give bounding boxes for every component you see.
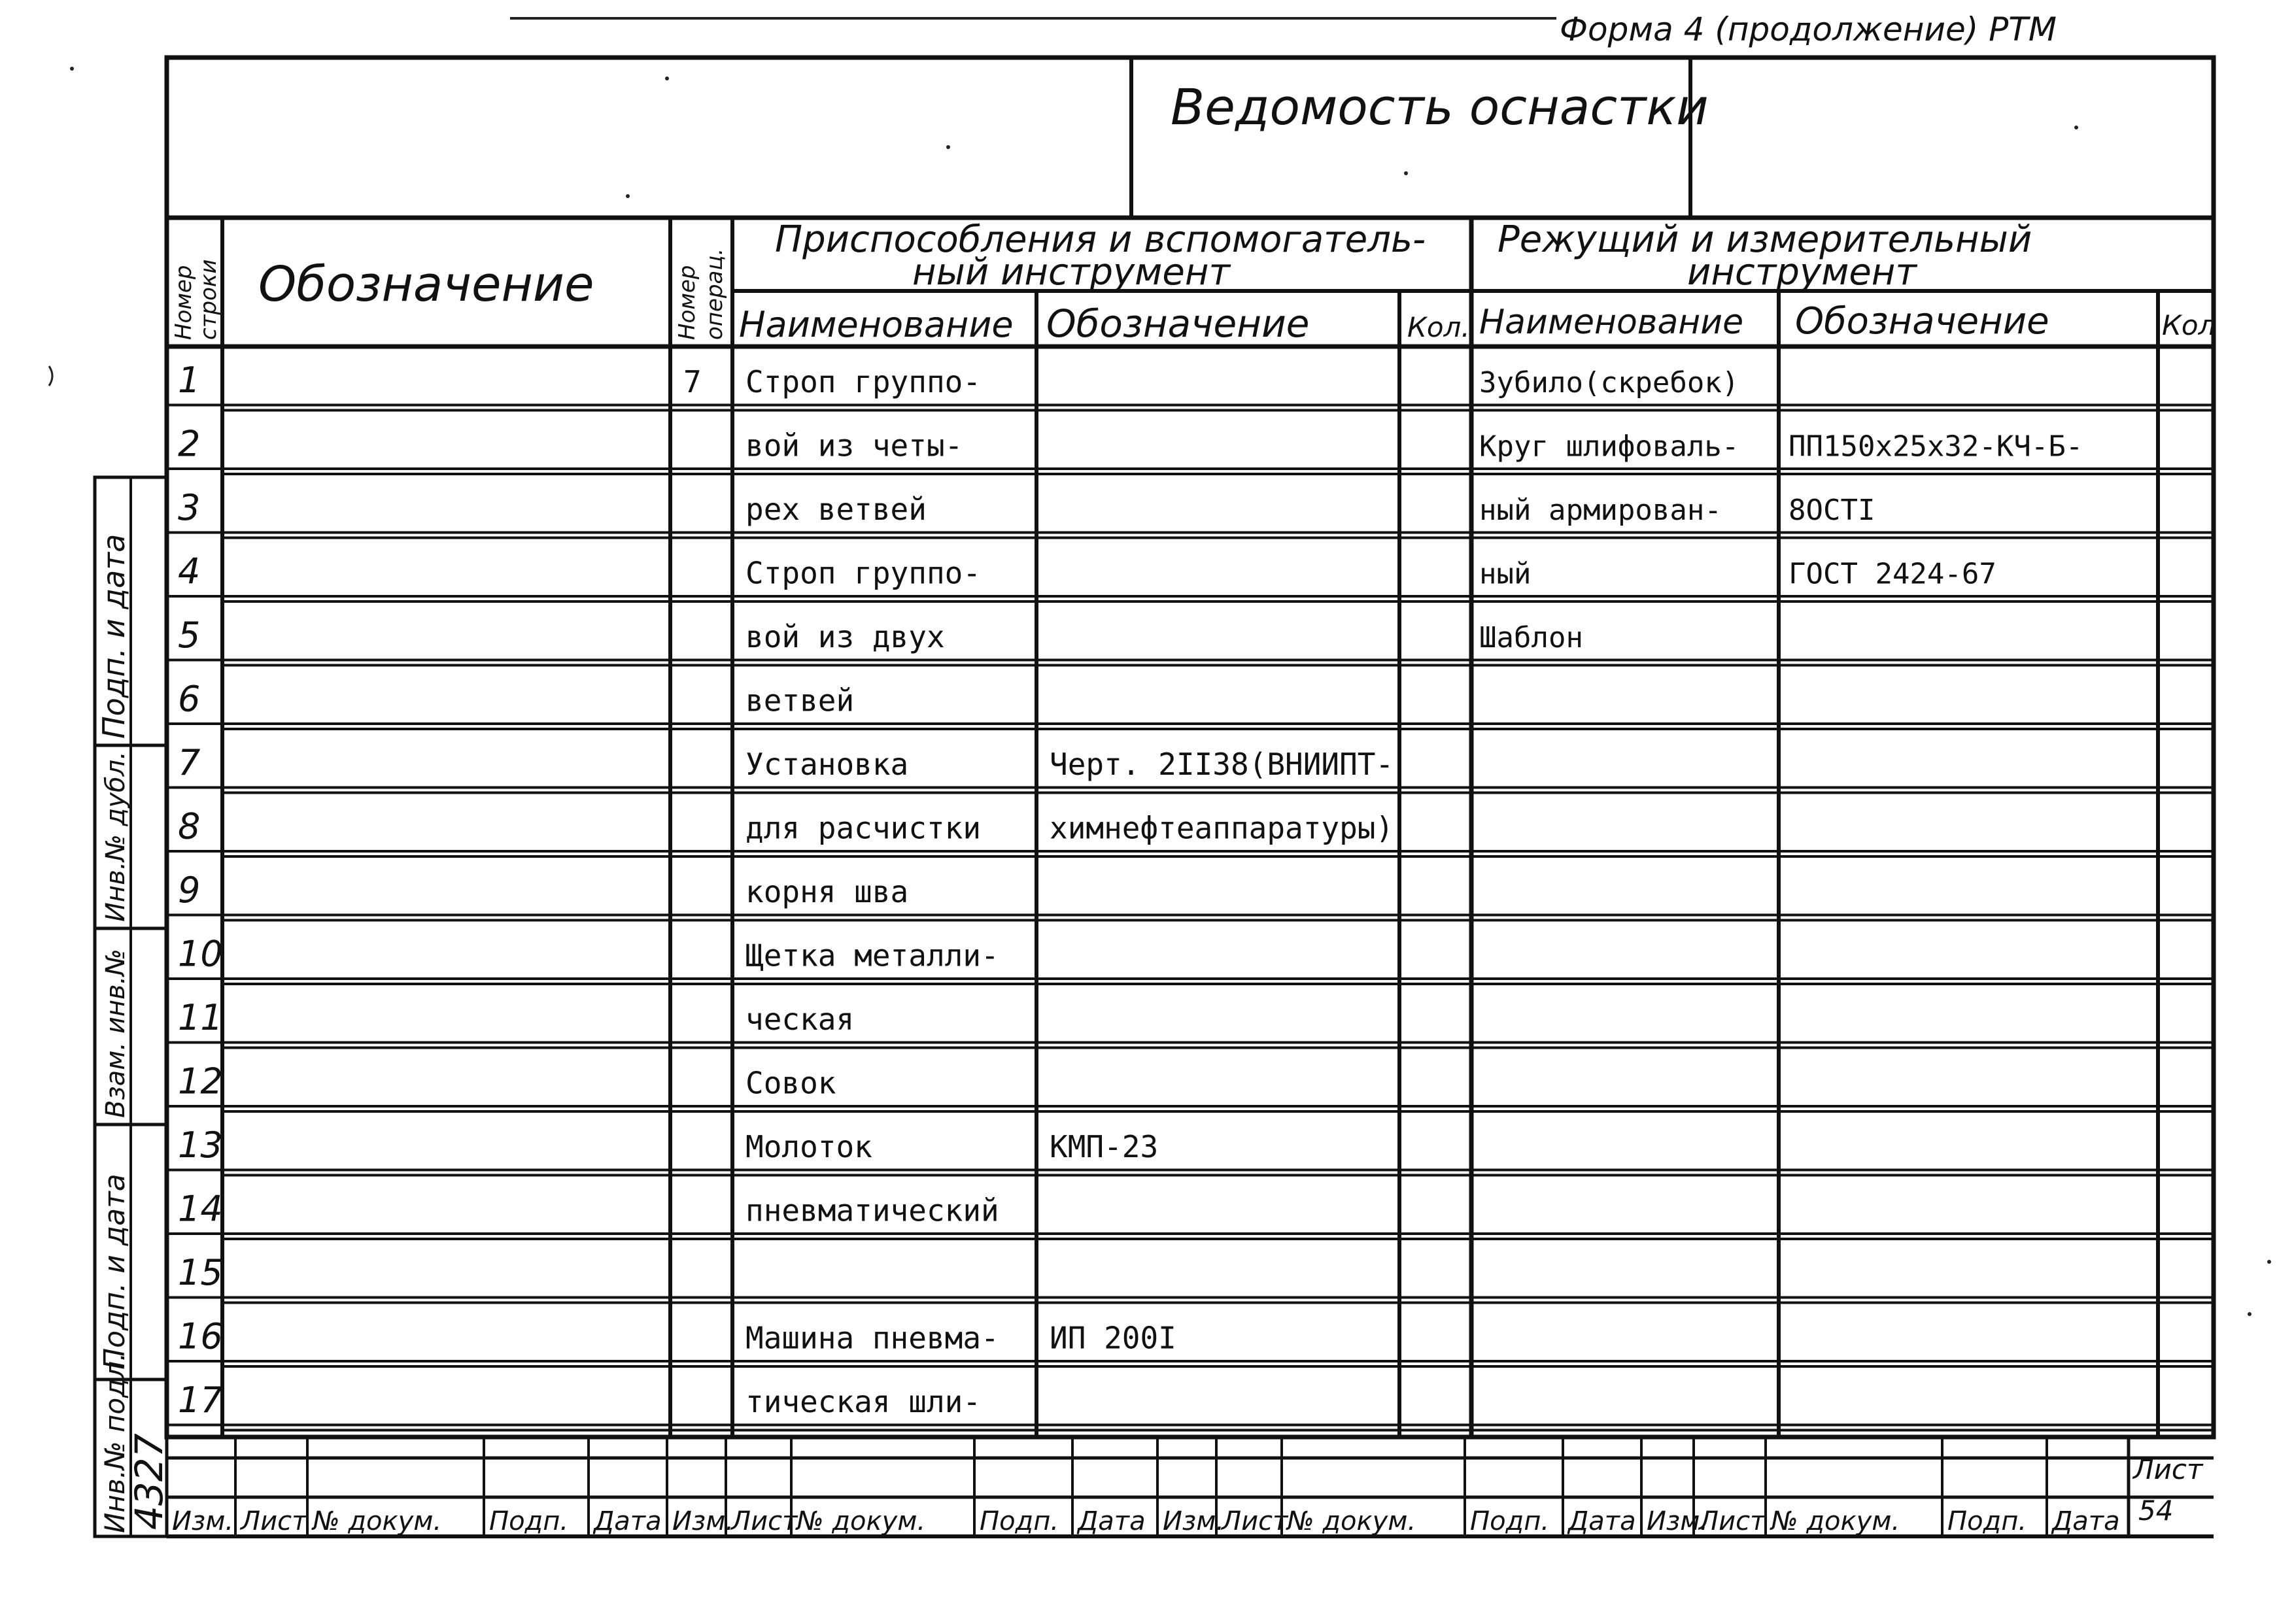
- cutting-tool-designation: ГОСТ 2424-67: [1789, 557, 1996, 591]
- fixture-name: Строп группо-: [745, 555, 982, 591]
- table-row: [167, 1379, 2214, 1430]
- cutting-tool-name: Круг шлифоваль-: [1479, 430, 1739, 464]
- fixture-name: пневматический: [745, 1193, 999, 1228]
- row-number: 13: [178, 1125, 223, 1166]
- stamp-label: Дата: [1078, 1506, 1146, 1536]
- fixture-designation: КМП-23: [1050, 1129, 1159, 1165]
- row-number: 6: [178, 678, 201, 720]
- cutting-tool-name: Шаблон: [1479, 621, 1583, 655]
- table-row: [167, 934, 2214, 984]
- stamp-label: Лист: [1699, 1506, 1766, 1536]
- stamp-label: Изм.: [1647, 1506, 1709, 1536]
- table-row: [167, 424, 2214, 474]
- header-designation: Обозначение: [258, 256, 594, 313]
- table-row: [167, 1316, 2214, 1366]
- cutting-tool-designation: ПП150х25х32-КЧ-Б-: [1789, 430, 2083, 464]
- table-row: [167, 1061, 2214, 1111]
- row-number: 3: [178, 487, 201, 529]
- fixture-name: Установка: [745, 747, 909, 783]
- row-number: 1: [178, 360, 201, 401]
- row-number: 16: [178, 1315, 223, 1357]
- fixture-name: ческая: [745, 1002, 855, 1038]
- fixture-designation: ИП 200I: [1050, 1320, 1176, 1356]
- operation-number: 7: [683, 364, 702, 400]
- fixture-name: тическая шли-: [745, 1384, 982, 1420]
- table-body: [167, 360, 2214, 1430]
- row-number: 9: [178, 870, 201, 911]
- table-row: [167, 487, 2214, 537]
- stamp-label: № докум.: [313, 1506, 442, 1536]
- header-fixtures-line2: ный инструмент: [912, 251, 1231, 294]
- stamp-label: Дата: [2052, 1506, 2120, 1536]
- form-label: Форма 4 (продолжение) РТМ: [1560, 10, 2057, 48]
- cutting-tool-name: ный: [1479, 557, 1532, 591]
- header-op-no-1: Номер: [674, 265, 700, 340]
- fixture-name: Машина пневма-: [745, 1320, 999, 1356]
- stamp-label: Дата: [1568, 1506, 1636, 1536]
- table-row: [167, 1189, 2214, 1239]
- stamp-label: № докум.: [796, 1506, 926, 1536]
- sheet-number: 54: [2138, 1495, 2174, 1527]
- row-number: 10: [178, 933, 223, 975]
- row-number: 15: [178, 1252, 223, 1294]
- table-row: [167, 1125, 2214, 1175]
- table-row: [167, 742, 2214, 792]
- side-podp-data-1: Подп. и дата: [96, 533, 131, 739]
- fixture-name: рех ветвей: [745, 492, 927, 528]
- row-number: 12: [178, 1060, 223, 1102]
- row-number: 17: [178, 1379, 223, 1421]
- table-row: [167, 360, 2214, 410]
- fixture-name: ветвей: [745, 683, 855, 719]
- side-inv-number: 4327: [127, 1433, 171, 1530]
- header-fix-desig: Обозначение: [1046, 301, 1310, 346]
- stamp-label: Лист: [241, 1506, 307, 1536]
- header-cut-desig: Обозначение: [1795, 300, 2049, 343]
- fixture-name: для расчистки: [745, 810, 982, 846]
- header-fix-qty: Кол.: [1407, 311, 1470, 343]
- row-number: 8: [178, 805, 201, 847]
- side-inv-dubl: Инв.№ дубл.: [101, 751, 131, 922]
- table-row: [167, 615, 2214, 665]
- fixture-name: Щетка металли-: [745, 938, 999, 973]
- row-number: 5: [178, 615, 201, 656]
- header-cutting-line2: инструмент: [1687, 251, 1917, 294]
- cutting-tool-designation: 8ОСТI: [1789, 494, 1875, 528]
- table-row: [167, 997, 2214, 1047]
- row-number: 14: [178, 1188, 223, 1230]
- fixture-name: корня шва: [745, 874, 909, 910]
- document-title: Ведомость оснастки: [1171, 78, 1709, 136]
- sheet-label: Лист: [2133, 1453, 2203, 1485]
- fixture-name: Совок: [745, 1065, 836, 1101]
- row-number: 2: [178, 423, 201, 465]
- header-fix-name: Наименование: [739, 304, 1014, 345]
- cutting-tool-name: Зубило(скребок): [1479, 366, 1739, 400]
- table-row: [167, 1252, 2214, 1302]
- side-podp-data-2: Подп. и дата: [98, 1174, 131, 1370]
- header-op-no-2: операц.: [702, 248, 728, 340]
- stamp-label: Подп.: [980, 1506, 1059, 1536]
- stamp-label: Подп.: [1947, 1506, 2027, 1536]
- header-cutting-line1: Режущий и измерительный: [1498, 218, 2032, 261]
- table-row: [167, 870, 2214, 920]
- side-inv-podl: Инв.№ подл.: [99, 1352, 131, 1533]
- fixture-name: Молоток: [745, 1129, 872, 1165]
- stamp-label: Изм.: [1163, 1506, 1225, 1536]
- header-row-no-1: Номер: [171, 265, 197, 340]
- side-vzam-inv: Взам. инв.№: [101, 949, 131, 1118]
- table-row: [167, 679, 2214, 729]
- table-row: [167, 551, 2214, 601]
- row-number: 11: [178, 997, 223, 1039]
- stamp-label: Подп.: [1470, 1506, 1550, 1536]
- stamp-label: Лист: [1222, 1506, 1288, 1536]
- row-number: 7: [178, 742, 201, 784]
- table-row: [167, 806, 2214, 856]
- stamp-label: Дата: [594, 1506, 662, 1536]
- header-row-no-2: строки: [196, 259, 222, 340]
- cutting-tool-name: ный армирован-: [1479, 494, 1722, 528]
- fixture-designation: химнефтеаппаратуры): [1050, 810, 1394, 846]
- fixture-name: вой из четы-: [745, 428, 963, 464]
- header-cut-name: Наименование: [1479, 303, 1744, 342]
- header-fixtures-line1: Приспособления и вспомогатель-: [775, 218, 1426, 261]
- stamp-label: Подп.: [489, 1506, 569, 1536]
- stamp-label: № докум.: [1771, 1506, 1900, 1536]
- stamp-label: № докум.: [1287, 1506, 1416, 1536]
- row-number: 4: [178, 550, 201, 592]
- header-cut-qty: Кол: [2162, 309, 2216, 341]
- fixture-designation: Черт. 2II38(ВНИИПТ-: [1050, 747, 1394, 783]
- fixture-name: вой из двух: [745, 619, 945, 655]
- stamp-label: Изм.: [172, 1506, 234, 1536]
- stamp-label: Изм.: [672, 1506, 734, 1536]
- fixture-name: Строп группо-: [745, 364, 982, 400]
- stamp-label: Лист: [731, 1506, 798, 1536]
